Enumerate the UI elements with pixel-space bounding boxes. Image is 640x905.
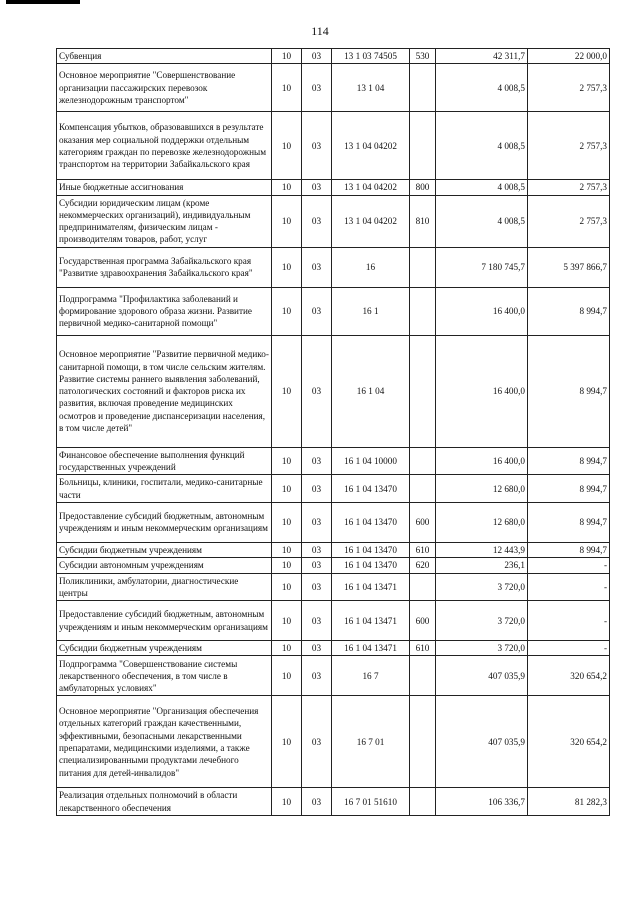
row-amount-2: 320 654,2 [528,656,610,696]
row-name: Субсидии автономным учреждениям [57,558,272,573]
row-name: Предоставление субсидий бюджетным, автономным учреждениям и иным некоммерческим организациям [57,502,272,542]
row-expense-type [410,447,436,475]
row-amount-2: 22 000,0 [528,49,610,64]
row-expense-type: 600 [410,502,436,542]
row-amount-1: 12 443,9 [436,542,528,557]
row-target-article: 16 7 01 [332,696,410,788]
row-subsection: 03 [302,64,332,112]
row-section: 10 [272,502,302,542]
row-amount-2: 8 994,7 [528,287,610,335]
row-amount-1: 407 035,9 [436,696,528,788]
row-subsection: 03 [302,475,332,503]
row-amount-2: 2 757,3 [528,112,610,180]
row-section: 10 [272,447,302,475]
row-section: 10 [272,601,302,641]
row-section: 10 [272,195,302,247]
table-row [57,247,610,287]
row-section: 10 [272,49,302,64]
row-name: Подпрограмма "Совершенствование системы лекарственного обеспечения, в том числе в амбулаторных условиях" [57,656,272,696]
row-expense-type [410,475,436,503]
row-amount-1: 4 008,5 [436,180,528,195]
row-name: Субсидии юридическим лицам (кроме некоммерческих организаций), индивидуальным предпринимателям, физическим лицам - производителям товаров, работ, услуг [57,195,272,247]
row-amount-1: 12 680,0 [436,475,528,503]
row-subsection: 03 [302,49,332,64]
row-section: 10 [272,247,302,287]
row-amount-1: 16 400,0 [436,287,528,335]
row-name: Больницы, клиники, госпитали, медико-санитарные части [57,475,272,503]
table-row [57,49,610,64]
row-target-article: 16 1 04 13471 [332,601,410,641]
table-row [57,641,610,656]
page-number: 114 [311,24,329,38]
row-amount-2: - [528,601,610,641]
row-amount-2: 2 757,3 [528,64,610,112]
row-subsection: 03 [302,195,332,247]
row-section: 10 [272,696,302,788]
row-name: Подпрограмма "Профилактика заболеваний и формирование здорового образа жизни. Развитие первичной медико-санитарной помощи" [57,287,272,335]
row-section: 10 [272,475,302,503]
row-subsection: 03 [302,447,332,475]
table-row [57,180,610,195]
row-name: Компенсация убытков, образовавшихся в результате оказания мер социальной поддержки отдельным категориям граждан по перевозке железнодорожным транспортом на территории Забайкальского края [57,112,272,180]
row-subsection: 03 [302,656,332,696]
table-row [57,447,610,475]
row-amount-2: - [528,573,610,601]
row-amount-1: 12 680,0 [436,502,528,542]
row-amount-2: 5 397 866,7 [528,247,610,287]
row-amount-2: 8 994,7 [528,447,610,475]
row-amount-2: - [528,641,610,656]
row-subsection: 03 [302,601,332,641]
row-target-article: 16 1 04 13470 [332,502,410,542]
row-expense-type [410,573,436,601]
row-section: 10 [272,542,302,557]
row-expense-type: 530 [410,49,436,64]
row-amount-2: 8 994,7 [528,475,610,503]
row-target-article: 16 1 04 [332,335,410,447]
row-subsection: 03 [302,696,332,788]
row-target-article: 16 1 04 13470 [332,542,410,557]
row-section: 10 [272,558,302,573]
table-row [57,287,610,335]
row-name: Основное мероприятие "Совершенствование организации пассажирских перевозок железнодорожным транспортом" [57,64,272,112]
row-name: Реализация отдельных полномочий в области лекарственного обеспечения [57,788,272,816]
row-expense-type [410,656,436,696]
row-section: 10 [272,573,302,601]
row-amount-1: 16 400,0 [436,335,528,447]
row-amount-1: 3 720,0 [436,641,528,656]
row-expense-type: 610 [410,542,436,557]
row-target-article: 16 1 [332,287,410,335]
row-name: Субвенция [57,49,272,64]
row-amount-1: 16 400,0 [436,447,528,475]
row-section: 10 [272,641,302,656]
row-name: Основное мероприятие "Развитие первичной медико-санитарной помощи, в том числе сельским жителям. Развитие системы раннего выявления заболеваний, патологических состояний и факторов риска их развития, включая проведение медицинских осмотров и проведение диспансеризации населения, в том числе детей" [57,335,272,447]
row-expense-type: 800 [410,180,436,195]
row-name: Предоставление субсидий бюджетным, автономным учреждениям и иным некоммерческим организациям [57,601,272,641]
table-row [57,195,610,247]
row-subsection: 03 [302,335,332,447]
row-target-article: 16 1 04 10000 [332,447,410,475]
row-expense-type: 810 [410,195,436,247]
row-name: Иные бюджетные ассигнования [57,180,272,195]
row-amount-2: - [528,558,610,573]
table-row [57,502,610,542]
row-target-article: 16 1 04 13470 [332,475,410,503]
row-name: Государственная программа Забайкальского края "Развитие здравоохранения Забайкальского края" [57,247,272,287]
row-target-article: 16 1 04 13471 [332,641,410,656]
row-section: 10 [272,287,302,335]
table-body [57,49,610,816]
row-target-article: 16 1 04 13470 [332,558,410,573]
row-target-article: 16 [332,247,410,287]
row-name: Поликлиники, амбулатории, диагностические центры [57,573,272,601]
row-subsection: 03 [302,558,332,573]
row-expense-type: 600 [410,601,436,641]
row-amount-1: 7 180 745,7 [436,247,528,287]
row-target-article: 16 1 04 13471 [332,573,410,601]
row-name: Основное мероприятие "Организация обеспечения отдельных категорий граждан качественными, эффективными, безопасными лекарственными препаратами, медицинскими изделиями, а также специализированными продуктами лечебного питания для детей-инвалидов" [57,696,272,788]
row-amount-1: 4 008,5 [436,112,528,180]
row-section: 10 [272,64,302,112]
row-subsection: 03 [302,247,332,287]
row-subsection: 03 [302,180,332,195]
table-row [57,558,610,573]
table-row [57,696,610,788]
row-amount-2: 320 654,2 [528,696,610,788]
row-target-article: 16 7 [332,656,410,696]
row-amount-1: 407 035,9 [436,656,528,696]
row-amount-2: 8 994,7 [528,542,610,557]
row-amount-2: 8 994,7 [528,502,610,542]
row-section: 10 [272,335,302,447]
row-amount-2: 8 994,7 [528,335,610,447]
row-amount-2: 81 282,3 [528,788,610,816]
corner-mark [6,0,80,4]
table-row [57,573,610,601]
row-amount-2: 2 757,3 [528,195,610,247]
row-amount-2: 2 757,3 [528,180,610,195]
row-expense-type [410,247,436,287]
row-amount-1: 236,1 [436,558,528,573]
row-expense-type [410,112,436,180]
row-subsection: 03 [302,287,332,335]
row-amount-1: 4 008,5 [436,195,528,247]
row-expense-type [410,287,436,335]
row-name: Финансовое обеспечение выполнения функций государственных учреждений [57,447,272,475]
row-target-article: 13 1 04 04202 [332,180,410,195]
row-expense-type: 610 [410,641,436,656]
table-row [57,112,610,180]
row-section: 10 [272,180,302,195]
row-amount-1: 3 720,0 [436,601,528,641]
row-amount-1: 3 720,0 [436,573,528,601]
row-name: Субсидии бюджетным учреждениям [57,641,272,656]
row-target-article: 13 1 04 04202 [332,195,410,247]
table-row [57,656,610,696]
table-row [57,335,610,447]
row-subsection: 03 [302,542,332,557]
row-amount-1: 106 336,7 [436,788,528,816]
row-subsection: 03 [302,502,332,542]
row-expense-type [410,335,436,447]
row-amount-1: 4 008,5 [436,64,528,112]
table-row [57,788,610,816]
row-subsection: 03 [302,641,332,656]
row-section: 10 [272,788,302,816]
row-section: 10 [272,656,302,696]
row-expense-type [410,64,436,112]
row-subsection: 03 [302,112,332,180]
row-expense-type [410,788,436,816]
row-subsection: 03 [302,788,332,816]
row-target-article: 13 1 04 [332,64,410,112]
row-section: 10 [272,112,302,180]
row-name: Субсидии бюджетным учреждениям [57,542,272,557]
row-expense-type [410,696,436,788]
table-row [57,542,610,557]
row-expense-type: 620 [410,558,436,573]
row-target-article: 13 1 04 04202 [332,112,410,180]
table-row [57,64,610,112]
row-amount-1: 42 311,7 [436,49,528,64]
table-row [57,475,610,503]
row-target-article: 13 1 03 74505 [332,49,410,64]
row-target-article: 16 7 01 51610 [332,788,410,816]
row-subsection: 03 [302,573,332,601]
budget-table [56,48,610,816]
table-row [57,601,610,641]
